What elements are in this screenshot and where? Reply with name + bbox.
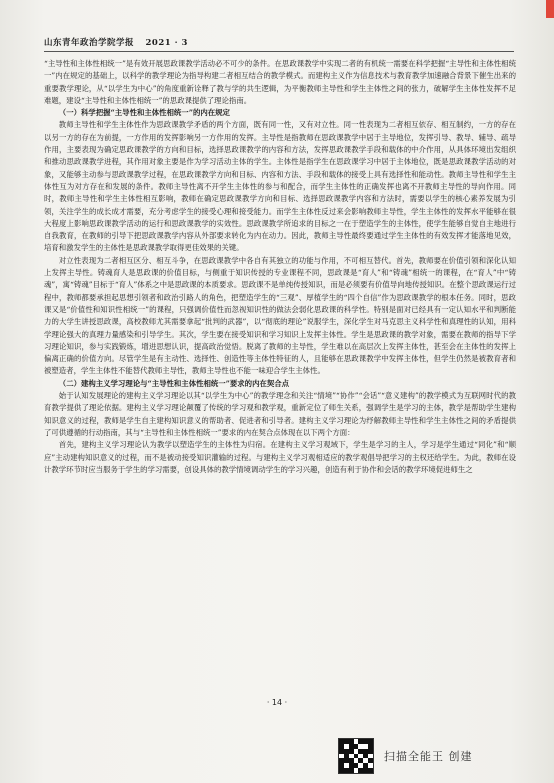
page-tab-marker [546, 0, 554, 18]
issue-number: 2021 · 3 [145, 38, 188, 48]
paragraph-4: 始于认知发展理论的建构主义学习理论以其“以学生为中心”的教学理念和关注“情境”“协作”“会话”“意义建构”的教学模式为互联网时代的教育教学提供了理论依据。建构主义学习理论颠覆了传统的学习观和教学观，重新定位了师生关系，强调学生是学习的主体，教学是帮助学生建构知识意义的过程，教师是学生自主建构知识意义的帮助者、促进者和引导者。建构主义学习理论为纾解教师主导性和学生主体性之间的矛盾提供了可供遵循的行动指南，其与“主导性和主体性相统一”要求的内在契合点体现在以下两个方面： [44, 391, 516, 437]
scanner-watermark [338, 738, 473, 774]
scanner-label: 扫描全能王 创建 [384, 750, 473, 763]
section-heading-1: （一）科学把握“主导性和主体性相统一”的内在规定 [58, 108, 230, 118]
paragraph-2: 教师主导性和学生主体性作为思政课教学矛盾的两个方面，既有同一性，又有对立性。同一性表现为二者相互依存、相互制约，一方的存在以另一方的存在为前提，一方作用的发挥影响另一方作用的发挥。主导性是指教师在思政课教学中居于主导地位，发挥引导、教导、辅导、疏导作用，主要表现为确定思政课教学的方向和目标，选择思政课教学的内容和方法，发挥思政课教学手段和载体的中介作用，从具体环境出发组织和推动思政课教学进程，其作用对象主要是作为学习活动主体的学生。主体性是指学生在思政课学习中居于主体地位，既是思政课教学活动的对象，又能够主动参与思政课教学过程，在思政课教学方向和目标、内容和方法、手段和载体的接受上具有选择性和能动性。教师主导性和学生主体性互为对方存在和发展的条件。教师主导性离不开学生主体性的参与和配合，而学生主体性的正确发挥也离不开教师主导性的导向作用。同时，教师主导性和学生主体性相互影响，教师在确定思政课教学方向和目标、选择思政课教学内容和方法时，需要以学生的核心素养发展为引领，关注学生的成长成才需要，充分考虑学生的接受心理和接受能力。而学生主体性反过来会影响教师主导性，学生主体性的发挥水平能够在很大程度上影响思政课教学活动的运行和思政课教学的实效性。思政课教学所追求的目标之一在于塑造学生的主体性，使学生能够自觉自主地进行自我教育，在教师的引导下把思政课教学内容从外部要求转化为内在动力。因此，教师主导性最终要通过学生主体性的有效发挥才能落地见效，培育和激发学生的主体性是思政课教学取得更佳效果的关键。 [44, 120, 516, 253]
qr-code-icon [338, 738, 374, 774]
running-header [44, 36, 514, 52]
paragraph-1: “主导性和主体性相统一”是有效开展思政课教学活动必不可少的条件。在思政课教学中实现二者的有机统一需要在科学把握“主导性和主体性相统一”内在规定的基础上，以科学的教学理论为指导构建二者相互结合的教学模式。而建构主义作为信息技术与教育教学加速融合背景下催生出来的重要教学理论，从“以学生为中心”的角度重新诠释了教与学的共生逻辑，为平衡教师主导性和学生主体性之间的张力，破解学生主体性发挥不足难题，建设“主导性和主体性相统一”的思政课提供了理论指南。 [44, 59, 516, 105]
paragraph-5: 首先，建构主义学习理论认为教学以塑造学生的主体性为归宿。在建构主义学习观域下，学生是学习的主人，学习是学生通过“同化”和“顺应”主动建构知识意义的过程，而不是被动接受知识灌输的过程。与建构主义学习观相适应的教学观倡导把学习的主权还给学生。为此，教师在设计教学环节时应当服务于学生的学习需要，创设具体的教学情境调动学生的学习兴趣，创造有利于协作和会话的教学环境促进师生之 [44, 440, 516, 474]
paragraph-3: 对立性表现为二者相互区分、相互斗争，在思政课教学中各自有其独立的功能与作用，不可相互替代。首先，教师要在价值引领和深化认知上发挥主导性。铸魂育人是思政课的价值目标，与侧重于知识传授的专业课程不同，思政课是“育人”和“铸魂”相统一的课程，在“育人”中“铸魂”，寓“铸魂”目标于“育人”体系之中是思政课的本质要求。思政课不是单纯传授知识，而是必须要有价值导向地传授知识。在整个思政课运行过程中，教师都要承担起思想引领者和政治引路人的角色，把塑造学生的“三观”、厚植学生的“四个自信”作为思政课教学的根本任务。同时，思政课又是“价值性和知识性相统一”的课程，只强调价值性而忽视知识性的做法会弱化思政课的科学性。特别是面对已经具有一定认知水平和判断能力的大学生讲授思政课，高校教师尤其需要拿起“批判的武器”，以“彻底的理论”说服学生，深化学生对马克思主义科学性和真理性的认知，用科学理论强大的真理力量感染和引导学生。其次，学生要在接受知识和学习知识上发挥主体性。学生是思政课的教学对象，需要在教师的指导下学习理论知识，参与实践锻炼，增进思想认识，提高政治觉悟。脱离了教师的主导性，学生难以在高层次上发挥主体性，甚至会在主体性的发挥上偏离正确的价值方向。尽管学生是有主动性、选择性、创造性等主体性特征的人，且能够在思政课教学中发挥主体性，但学生仍然是被教育者和被塑造者，学生主体性不能替代教师主导性，教师主导性也不能一味迎合学生主体性。 [44, 255, 516, 376]
section-heading-2: （二）建构主义学习理论与“主导性和主体性相统一”要求的内在契合点 [58, 378, 290, 388]
article-body [44, 58, 516, 476]
page-number: · 14 · [266, 698, 288, 707]
journal-title: 山东青年政治学院学报 [44, 38, 135, 48]
